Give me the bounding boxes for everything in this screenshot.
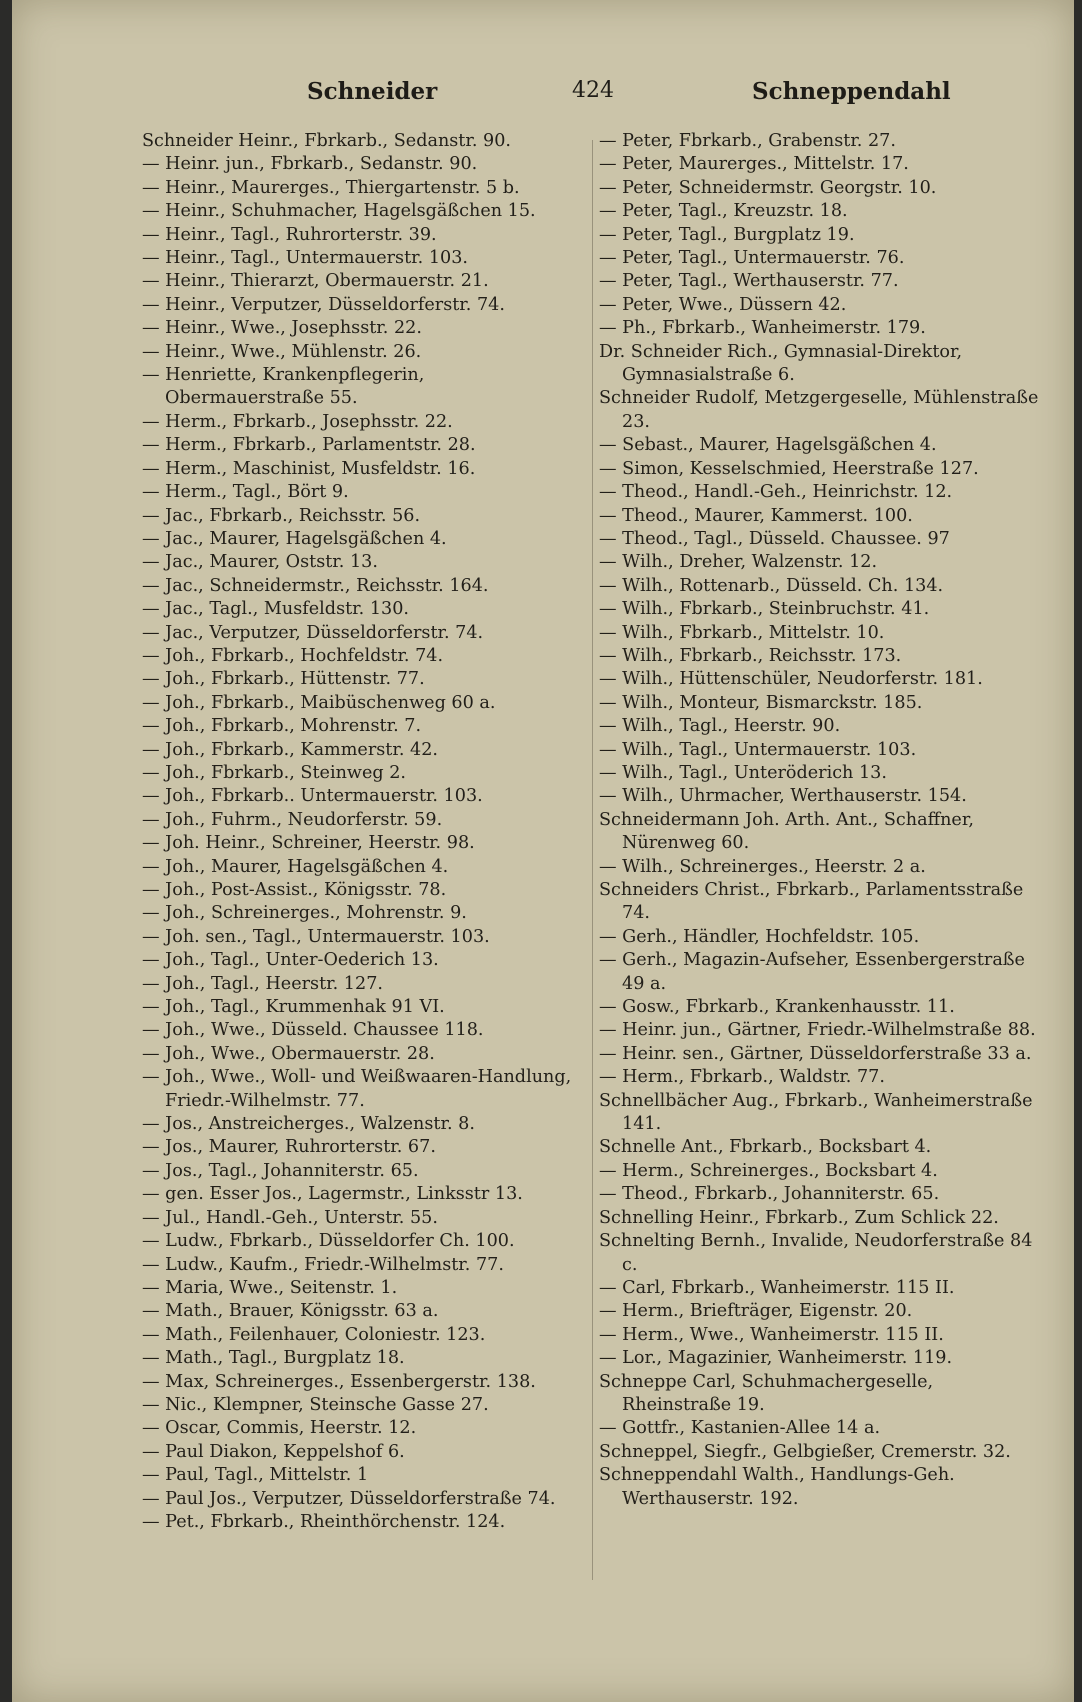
- directory-entry: — Wilh., Fbrkarb., Steinbruchstr. 41.: [599, 599, 930, 620]
- directory-entry: — Wilh., Tagl., Untermauerstr. 103.: [599, 739, 917, 760]
- directory-entry: — Jul., Handl.-Geh., Unterstr. 55.: [142, 1207, 438, 1228]
- directory-entry: — Theod., Tagl., Düsseld. Chaussee. 97: [599, 528, 950, 549]
- directory-entry: — Joh., Tagl., Krummenhak 91 VI.: [142, 997, 445, 1018]
- directory-entry: — Jos., Anstreicherges., Walzenstr. 8.: [142, 1114, 475, 1135]
- directory-entry: — Max, Schreinerges., Essenbergerstr. 138.: [142, 1371, 536, 1392]
- left-column: [142, 130, 582, 1534]
- directory-entry: Schnelling Heinr., Fbrkarb., Zum Schlick 22.: [599, 1207, 999, 1228]
- directory-entry: — Peter, Fbrkarb., Grabenstr. 27.: [599, 131, 896, 151]
- directory-entry: — Jos., Maurer, Ruhrorterstr. 67.: [142, 1137, 436, 1158]
- column-divider: [592, 140, 593, 1580]
- directory-entry: — Joh., Tagl., Unter-Oederich 13.: [142, 950, 439, 971]
- directory-entry: — Jac., Schneidermstr., Reichsstr. 164.: [142, 575, 489, 596]
- directory-entry: Schneider Heinr., Fbrkarb., Sedanstr. 90.: [142, 131, 512, 151]
- directory-entry: — Heinr., Verputzer, Düsseldorferstr. 74.: [142, 294, 505, 315]
- directory-entry: — Pet., Fbrkarb., Rheinthörchenstr. 124.: [142, 1511, 506, 1532]
- directory-entry: — Paul, Tagl., Mittelstr. 1: [142, 1465, 369, 1486]
- directory-entry: — Maria, Wwe., Seitenstr. 1.: [142, 1277, 398, 1298]
- directory-entry: — Joh., Fbrkarb., Maibüschenweg 60 a.: [142, 692, 496, 713]
- directory-entry: — Peter, Schneidermstr. Georgstr. 10.: [599, 177, 937, 198]
- directory-entry: — Wilh., Tagl., Unteröderich 13.: [599, 762, 887, 783]
- directory-entry: — Herm., Tagl., Bört 9.: [142, 482, 349, 503]
- directory-entry: Schnellbächer Aug., Fbrkarb., Wanheimerstraße 141.: [599, 1090, 1033, 1135]
- directory-entry: — Herm., Briefträger, Eigenstr. 20.: [599, 1301, 913, 1322]
- directory-entry: — Joh., Tagl., Heerstr. 127.: [142, 973, 383, 994]
- page-header: [12, 78, 1074, 112]
- page-number: 424: [572, 78, 614, 103]
- directory-entry: — Joh., Fbrkarb., Kammerstr. 42.: [142, 739, 438, 760]
- directory-entry: — Math., Feilenhauer, Coloniestr. 123.: [142, 1324, 486, 1345]
- directory-entry: — Joh., Fbrkarb., Hüttenstr. 77.: [142, 669, 425, 690]
- directory-entry: — Joh., Fbrkarb., Mohrenstr. 7.: [142, 716, 422, 737]
- directory-entry: — Joh., Fbrkarb., Steinweg 2.: [142, 762, 407, 783]
- directory-entry: — Herm., Wwe., Wanheimerstr. 115 II.: [599, 1324, 944, 1345]
- directory-entry: — Heinr., Wwe., Josephsstr. 22.: [142, 318, 422, 339]
- directory-entry: — Heinr., Tagl., Ruhrorterstr. 39.: [142, 224, 437, 245]
- directory-entry: — Joh., Fuhrm., Neudorferstr. 59.: [142, 809, 443, 830]
- right-column: [599, 130, 1039, 1511]
- directory-entry: — Heinr. jun., Gärtner, Friedr.-Wilhelmstraße 88.: [599, 1020, 1036, 1041]
- directory-entry: — Nic., Klempner, Steinsche Gasse 27.: [142, 1394, 489, 1415]
- directory-entry: — Joh., Wwe., Woll- und Weißwaaren-Handlung, Friedr.-Wilhelmstr. 77.: [142, 1067, 572, 1111]
- directory-entry: — Ludw., Kaufm., Friedr.-Wilhelmstr. 77.: [142, 1254, 504, 1275]
- directory-entry: Schneiders Christ., Fbrkarb., Parlamentsstraße 74.: [599, 880, 1024, 924]
- directory-entry: Schneidermann Joh. Arth. Ant., Schaffner, Nürenweg 60.: [599, 809, 974, 854]
- directory-entry: — Simon, Kesselschmied, Heerstraße 127.: [599, 458, 979, 479]
- directory-entry: — Peter, Tagl., Untermauerstr. 76.: [599, 248, 905, 269]
- directory-entry: — Jac., Verputzer, Düsseldorferstr. 74.: [142, 622, 484, 643]
- directory-entry: — Theod., Handl.-Geh., Heinrichstr. 12.: [599, 482, 953, 503]
- directory-entry: Schneider Rudolf, Metzgergeselle, Mühlenstraße 23.: [599, 388, 1039, 432]
- directory-entry: — Heinr., Thierarzt, Obermauerstr. 21.: [142, 271, 489, 292]
- directory-entry: — Math., Tagl., Burgplatz 18.: [142, 1348, 405, 1369]
- directory-entry: — Joh. sen., Tagl., Untermauerstr. 103.: [142, 926, 490, 947]
- directory-entry: — Peter, Tagl., Werthauserstr. 77.: [599, 271, 899, 292]
- directory-entry: — Jac., Maurer, Hagelsgäßchen 4.: [142, 528, 447, 549]
- directory-entry: — Joh., Fbrkarb., Hochfeldstr. 74.: [142, 645, 444, 666]
- directory-entry: — Jos., Tagl., Johanniterstr. 65.: [142, 1160, 419, 1181]
- directory-entry: — Herm., Schreinerges., Bocksbart 4.: [599, 1160, 938, 1181]
- directory-entry: — Heinr., Wwe., Mühlenstr. 26.: [142, 341, 422, 362]
- directory-entry: — Joh., Maurer, Hagelsgäßchen 4.: [142, 856, 449, 877]
- directory-entry: — Wilh., Tagl., Heerstr. 90.: [599, 716, 841, 737]
- directory-entry: — Henriette, Krankenpflegerin, Obermauerstraße 55.: [142, 365, 425, 409]
- directory-entry: — Joh., Wwe., Düsseld. Chaussee 118.: [142, 1020, 484, 1041]
- directory-entry: — Wilh., Uhrmacher, Werthauserstr. 154.: [599, 786, 967, 807]
- directory-entry: Schnelle Ant., Fbrkarb., Bocksbart 4.: [599, 1137, 932, 1158]
- directory-entry: — Peter, Wwe., Düssern 42.: [599, 294, 847, 315]
- directory-entry: — Heinr. sen., Gärtner, Düsseldorferstraße 33 a.: [599, 1043, 1032, 1064]
- directory-entry: Schneppe Carl, Schuhmachergeselle, Rheinstraße 19.: [599, 1371, 934, 1415]
- directory-entry: — Peter, Tagl., Kreuzstr. 18.: [599, 201, 848, 222]
- directory-entry: — Wilh., Hüttenschüler, Neudorferstr. 181.: [599, 669, 983, 690]
- directory-entry: — Jac., Maurer, Oststr. 13.: [142, 552, 378, 573]
- directory-entry: — gen. Esser Jos., Lagermstr., Linksstr 13.: [142, 1184, 523, 1205]
- header-right-keyword: Schneppendahl: [752, 78, 951, 105]
- directory-entry: — Paul Jos., Verputzer, Düsseldorferstraße 74.: [142, 1488, 556, 1509]
- directory-entry: — Gosw., Fbrkarb., Krankenhausstr. 11.: [599, 997, 955, 1018]
- directory-entry: — Sebast., Maurer, Hagelsgäßchen 4.: [599, 435, 937, 456]
- directory-entry: — Ph., Fbrkarb., Wanheimerstr. 179.: [599, 318, 926, 339]
- directory-entry: — Wilh., Fbrkarb., Reichsstr. 173.: [599, 645, 902, 666]
- directory-entry: — Lor., Magazinier, Wanheimerstr. 119.: [599, 1348, 953, 1369]
- directory-page: [12, 0, 1074, 1702]
- directory-entry: — Wilh., Rottenarb., Düsseld. Ch. 134.: [599, 575, 944, 596]
- directory-entry: — Joh. Heinr., Schreiner, Heerstr. 98.: [142, 833, 475, 854]
- directory-entry: — Math., Brauer, Königsstr. 63 a.: [142, 1301, 439, 1322]
- directory-entry: — Peter, Tagl., Burgplatz 19.: [599, 224, 855, 245]
- directory-entry: — Paul Diakon, Keppelshof 6.: [142, 1441, 405, 1462]
- directory-entry: — Heinr., Tagl., Untermauerstr. 103.: [142, 248, 468, 269]
- directory-entry: — Carl, Fbrkarb., Wanheimerstr. 115 II.: [599, 1277, 955, 1298]
- directory-entry: — Gerh., Magazin-Aufseher, Essenbergerstraße 49 a.: [599, 950, 1025, 994]
- directory-entry: — Joh., Wwe., Obermauerstr. 28.: [142, 1043, 435, 1064]
- header-left-keyword: Schneider: [307, 78, 438, 105]
- directory-entry: — Herm., Fbrkarb., Josephsstr. 22.: [142, 411, 453, 432]
- directory-entry: — Wilh., Monteur, Bismarckstr. 185.: [599, 692, 923, 713]
- directory-entry: — Ludw., Fbrkarb., Düsseldorfer Ch. 100.: [142, 1231, 515, 1252]
- directory-entry: — Heinr., Schuhmacher, Hagelsgäßchen 15.: [142, 201, 536, 222]
- directory-entry: — Joh., Post-Assist., Königsstr. 78.: [142, 880, 447, 900]
- directory-entry: — Wilh., Dreher, Walzenstr. 12.: [599, 552, 878, 573]
- directory-entry: Dr. Schneider Rich., Gymnasial-Direktor, Gymnasialstraße 6.: [599, 341, 963, 386]
- directory-entry: — Joh., Fbrkarb.. Untermauerstr. 103.: [142, 786, 483, 807]
- directory-entry: — Wilh., Schreinerges., Heerstr. 2 a.: [599, 856, 926, 877]
- directory-entry: — Peter, Maurerges., Mittelstr. 17.: [599, 154, 909, 175]
- directory-entry: — Herm., Maschinist, Musfeldstr. 16.: [142, 458, 476, 479]
- directory-entry: — Herm., Fbrkarb., Waldstr. 77.: [599, 1067, 885, 1088]
- directory-entry: — Jac., Tagl., Musfeldstr. 130.: [142, 599, 410, 620]
- directory-entry: Schneppel, Siegfr., Gelbgießer, Cremerstr. 32.: [599, 1441, 1011, 1462]
- directory-entry: Schneppendahl Walth., Handlungs-Geh. Werthauserstr. 192.: [599, 1465, 955, 1509]
- directory-entry: Schnelting Bernh., Invalide, Neudorferstraße 84 c.: [599, 1231, 1033, 1275]
- directory-entry: — Theod., Fbrkarb., Johanniterstr. 65.: [599, 1184, 940, 1205]
- directory-entry: — Wilh., Fbrkarb., Mittelstr. 10.: [599, 622, 885, 643]
- directory-entry: — Jac., Fbrkarb., Reichsstr. 56.: [142, 505, 421, 526]
- directory-entry: — Heinr. jun., Fbrkarb., Sedanstr. 90.: [142, 154, 478, 175]
- directory-entry: — Gottfr., Kastanien-Allee 14 a.: [599, 1418, 881, 1439]
- directory-entry: — Herm., Fbrkarb., Parlamentstr. 28.: [142, 435, 476, 456]
- directory-entry: — Heinr., Maurerges., Thiergartenstr. 5 b.: [142, 177, 520, 198]
- directory-entry: — Theod., Maurer, Kammerst. 100.: [599, 505, 913, 526]
- directory-entry: — Joh., Schreinerges., Mohrenstr. 9.: [142, 903, 467, 924]
- directory-entry: — Oscar, Commis, Heerstr. 12.: [142, 1418, 417, 1439]
- directory-entry: — Gerh., Händler, Hochfeldstr. 105.: [599, 926, 920, 947]
